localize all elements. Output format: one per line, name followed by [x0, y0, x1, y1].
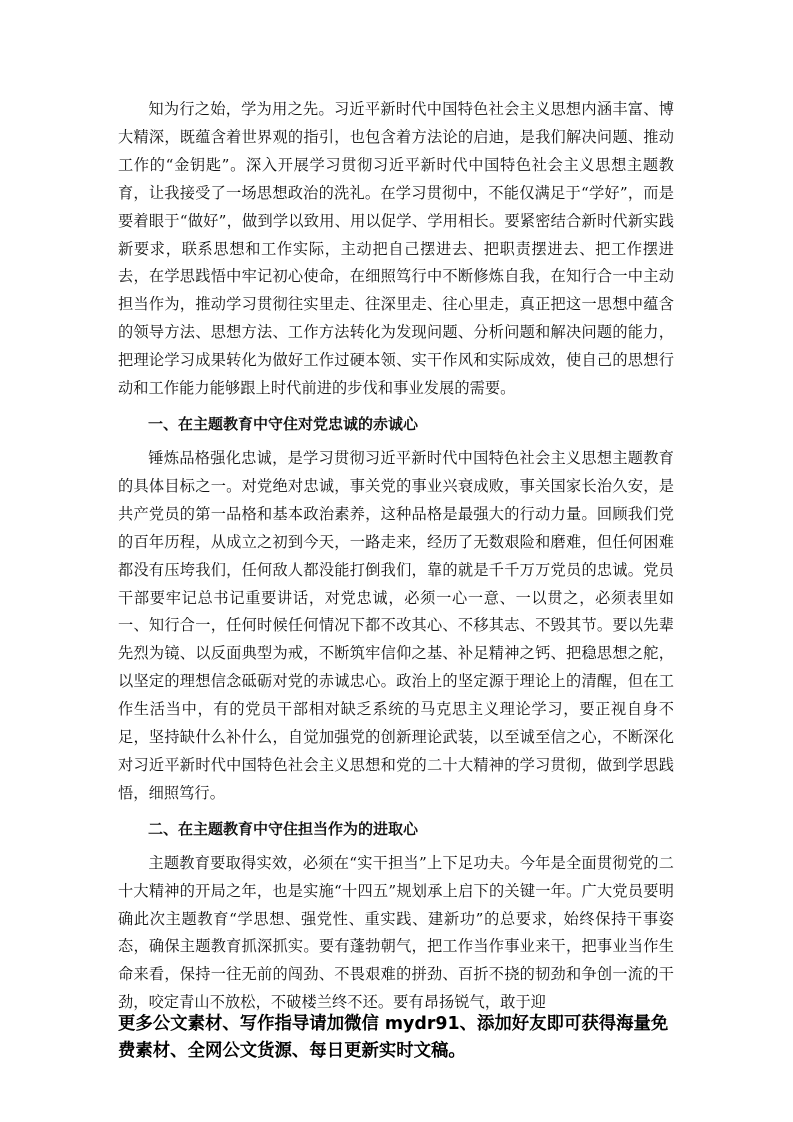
- section-1-paragraph: 锤炼品格强化忠诚，是学习贯彻习近平新时代中国特色社会主义思想主题教育的具体目标之一。对党绝对忠诚，事关党的事业兴衰成败，事关国家长治久安，是共产党员的第一品格和基本政治素养，这种品格是最强大的行动力量。回顾我们党的百年历程，从成立之初到今天，一路走来，经历了无数艰险和磨难，但任何困难都没有压垮我们，任何敌人都没能打倒我们，靠的就是千千万万党员的忠诚。党员干部要牢记总书记重要讲话，对党忠诚，必须一心一意、一以贯之，必须表里如一、知行合一，任何时候任何情况下都不改其心、不移其志、不毁其节。要以先辈先烈为镜、以反面典型为戒，不断筑牢信仰之基、补足精神之钙、把稳思想之舵，以坚定的理想信念砥砺对党的赤诚忠心。政治上的坚定源于理论上的清醒，但在工作生活当中，有的党员干部相对缺乏系统的马克思主义理论学习，要正视自身不足，坚持缺什么补什么，自觉加强党的创新理论武装，以至诚至信之心，不断深化对习近平新时代中国特色社会主义思想和党的二十大精神的学习贯彻，做到学思践悟，细照笃行。: [118, 448, 674, 802]
- section-2-paragraph: 主题教育要取得实效，必须在“实干担当”上下足功夫。今年是全面贯彻党的二十大精神的开局之年，也是实施“十四五”规划承上启下的关键一年。广大党员要明确此次主题教育“学思想、强党性、重实践、建新功”的总要求，始终保持干事姿态，确保主题教育抓深抓实。要有蓬勃朝气，把工作当作事业来干，把事业当作生命来看，保持一往无前的闯劲、不畏艰难的拼劲、百折不挠的韧劲和争创一流的干劲，咬定青山不放松，不破楼兰终不还。要有昂扬锐气，敢于迎: [118, 853, 674, 1012]
- section-1-heading: 一、在主题教育中守住对党忠诚的赤诚心: [148, 414, 419, 433]
- document-body: [118, 96, 674, 1017]
- section-2-heading: 二、在主题教育中守住担当作为的进取心: [148, 819, 419, 838]
- footer-promo-text: 更多公文素材、写作指导请加微信 mydr91、添加好友即可获得海量免费素材、全网公文货源、每日更新实时文稿。: [118, 1014, 669, 1061]
- intro-paragraph: 知为行之始，学为用之先。习近平新时代中国特色社会主义思想内涵丰富、博大精深，既蕴含着世界观的指引，也包含着方法论的启迪，是我们解决问题、推动工作的“金钥匙”。深入开展学习贯彻习近平新时代中国特色社会主义思想主题教育，让我接受了一场思想政治的洗礼。在学习贯彻中，不能仅满足于“学好”，而是要着眼于“做好”，做到学以致用、用以促学、学用相长。要紧密结合新时代新实践新要求，联系思想和工作实际，主动把自己摆进去、把职责摆进去、把工作摆进去，在学思践悟中牢记初心使命，在细照笃行中不断修炼自我，在知行合一中主动担当作为，推动学习贯彻往实里走、往深里走、往心里走，真正把这一思想中蕴含的领导方法、思想方法、工作方法转化为发现问题、分析问题和解决问题的能力，把理论学习成果转化为做好工作过硬本领、实干作风和实际成效，使自己的思想行动和工作能力能够跟上时代前进的步伐和事业发展的需要。: [118, 100, 674, 398]
